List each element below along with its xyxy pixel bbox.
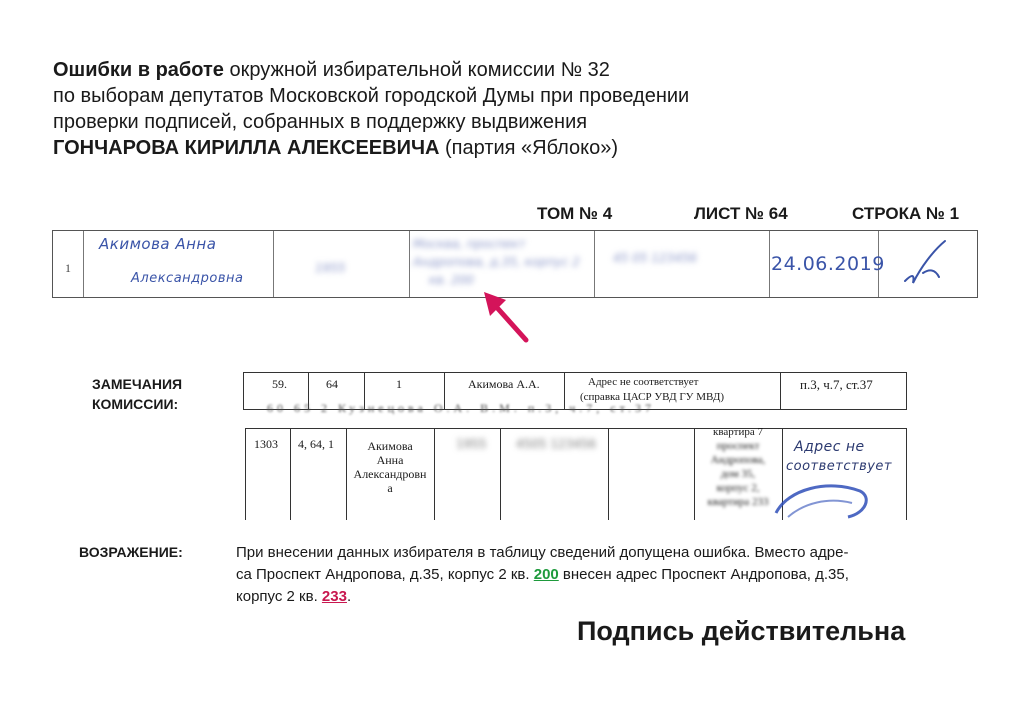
- address-line: проспект: [716, 440, 760, 452]
- blurred-passport: 45 05 123456: [613, 251, 697, 265]
- objection-line: [236, 564, 956, 586]
- heading-commission: окружной избирательной комиссии № 32: [223, 59, 610, 81]
- blurred-passport: 4505 123456: [516, 437, 597, 451]
- document-heading: [53, 57, 853, 161]
- sheet-col-divider: [594, 231, 595, 297]
- remarks-label: [92, 374, 182, 414]
- address-line: квартира 233: [707, 496, 769, 508]
- sheet-col-divider: [409, 231, 410, 297]
- voter-name-handwritten: Акимова Анна: [99, 235, 217, 253]
- objection-fragment: корпус 2 кв.: [236, 588, 322, 605]
- handwritten-note: Адрес не: [794, 439, 865, 455]
- objection-fragment: са Проспект Андропова, д.35, корпус 2 кв.: [236, 566, 534, 583]
- sheet-col-divider: [769, 231, 770, 297]
- blurred-address: кв. 200: [429, 273, 474, 287]
- voter-patronymic-handwritten: Александровна: [131, 271, 244, 286]
- objection-text: [236, 542, 956, 608]
- blurred-address: Андропова, д.35, корпус 2: [413, 255, 580, 269]
- cut-table-row: [243, 401, 907, 415]
- heading-line-2: по выборам депутатов Московской городской Думы при проведении: [53, 85, 690, 107]
- objection-fragment: .: [346, 588, 352, 605]
- voter-record-ref: 4, 64, 1: [298, 437, 334, 451]
- remark-number: 59.: [272, 377, 287, 391]
- remark-voter-name: Акимова А.А.: [468, 377, 540, 391]
- remark-article: п.3, ч.7, ст.37: [800, 377, 873, 392]
- heading-line-1: [53, 57, 853, 83]
- blue-stamp-icon: [768, 473, 878, 521]
- candidate-name: ГОНЧАРОВА КИРИЛЛА АЛЕКСЕЕВИЧА: [53, 137, 440, 159]
- remark-reason: Адрес не соответствует: [588, 376, 699, 388]
- voter-name-part: Акимова: [367, 439, 413, 453]
- blurred-birth-year: 1955: [456, 437, 487, 451]
- remarks-label-line: КОМИССИИ:: [92, 396, 179, 412]
- voter-name-part: а: [387, 481, 393, 495]
- signature-date-handwritten: 24.06.2019: [771, 253, 885, 275]
- objection-line: При внесении данных избирателя в таблицу сведений допущена ошибка. Вместо адре-: [236, 544, 849, 561]
- blurred-address: Москва, проспект: [413, 237, 526, 251]
- objection-fragment: внесен адрес Проспект Андропова, д.35,: [558, 566, 849, 583]
- voter-name-part: Анна: [376, 453, 404, 467]
- address-line: квартира 7: [713, 426, 763, 438]
- sheet-col-divider: [273, 231, 274, 297]
- remark-sheet: 64: [326, 377, 338, 391]
- sheet-row-number: 1: [65, 261, 71, 275]
- sheet-reference: ЛИСТ № 64: [694, 204, 788, 223]
- sheet-col-divider: [83, 231, 84, 297]
- table-col-divider: [290, 429, 291, 520]
- correct-apartment: 200: [533, 566, 559, 583]
- wrong-apartment: 233: [321, 588, 347, 605]
- verdict: Подпись действительна: [577, 616, 906, 646]
- commission-voter-table: [245, 428, 907, 520]
- remark-reason-source: (справка ЦАСР УВД ГУ МВД): [580, 391, 725, 403]
- arrow-pointer-icon: [478, 288, 534, 348]
- objection-label: ВОЗРАЖЕНИЕ:: [79, 544, 183, 560]
- blurred-birth-year: 1955: [315, 261, 346, 275]
- heading-line-4: [53, 135, 853, 161]
- voter-record-number: 1303: [254, 437, 278, 451]
- objection-line: [236, 586, 956, 608]
- voter-name-part: Александровн: [353, 467, 427, 481]
- address-line: корпус 2,: [716, 482, 760, 494]
- volume-reference: ТОМ № 4: [537, 204, 613, 223]
- heading-line-3: проверки подписей, собранных в поддержку выдвижения: [53, 111, 588, 133]
- cut-row-text: 60 65 2 Кузнецова О.А. В.М. п.3, ч.7, ст.37: [267, 401, 655, 415]
- address-line: Андропова,: [710, 454, 766, 466]
- remark-row: 1: [396, 377, 402, 391]
- heading-bold-errors: Ошибки в работе: [53, 59, 224, 81]
- table-col-divider: [500, 429, 501, 520]
- remarks-label-line: ЗАМЕЧАНИЯ: [92, 376, 183, 392]
- handwritten-signature-icon: [899, 237, 955, 289]
- voter-record-name: [346, 439, 434, 495]
- address-line: дом 35,: [720, 468, 756, 480]
- row-reference: СТРОКА № 1: [852, 204, 960, 223]
- table-col-divider: [434, 429, 435, 520]
- handwritten-note: соответствует: [786, 459, 893, 474]
- table-col-divider: [608, 429, 609, 520]
- candidate-party: (партия «Яблоко»): [439, 137, 619, 159]
